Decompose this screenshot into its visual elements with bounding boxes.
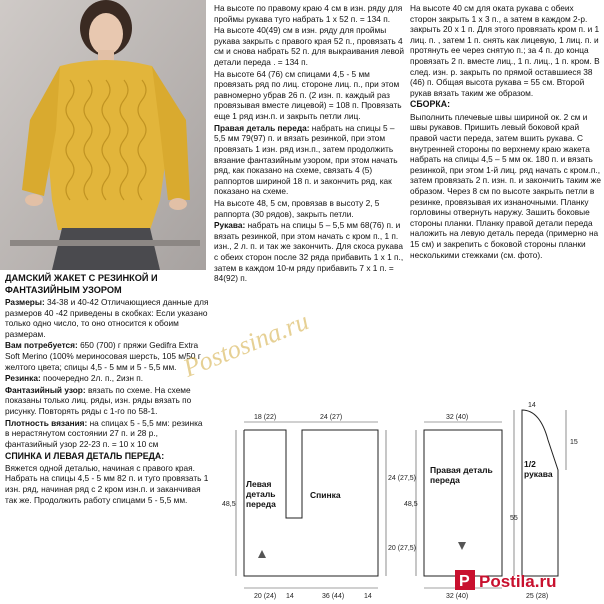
paragraph: Выполнить плечевые швы шириной ок. 2 см и швы рукавов. Пришить левый боковой край правой части переда, затем вшить рукава. С внутренней стороны по верхнему краю жакета набрать на спицы 4,5 – 5 мм ок. 180 п. и вязать резинкой, при этом 1-й лиц. ряд начать с кром.п., затем провязать 2 п. изн. п. и закончить таким же образом. Через 8 см по высоте закрыть петли в резинке, провязывая их изнаночными. Планку горловины отвернуть наружу. Зашить боковые стороны планки. Планку правой детали переда наложить на левую деталь переда (примерно на 15 см) и закрепить с боковой стороны планки несколькими стежками (см. фото). xyxy=(410,111,601,260)
paragraph: На высоте 40 см для оката рукава с обеих сторон закрыть 1 х 3 п., а затем в каждом 2-р. закрыть 20 х 1 п. Для этого провязать кром п. и 1 лиц. п. , затем 1 п. снять как лицевую, 1 лиц. п. и протянуть ее через снятую п.; за 4 п. до конца провязать 2 п. вместе лиц., 1 п. лиц., 1 п. кром. В след. изн. р. закрыть по прямой оставшиеся 38 (46) п. Общая высота рукава = 55 см. Второй рукав вязать таким же образом. xyxy=(410,3,600,98)
sleeves-text: набрать на спицы 5 – 5,5 мм 68(76) п. и вязать резинкой, при этом начать с кром п., 1 п. изн., 2 л. п. и так же закончить. Для скоса рукава с обеих сторон после 32 ряда прибавить 1 х 1 п., затем в каждом 10-м ряду прибавить 7 х 1 п. = 84(92) п. xyxy=(214,220,404,284)
model-photo xyxy=(0,0,206,270)
sleeve-bottom: 25 (28) xyxy=(526,593,549,600)
back-section-text: Вяжется одной деталью, начиная с правого края. Набрать на спицы 4,5 - 5 мм 82 п. и туго провязать 1 изн. ряд, начиная ряд с 2 кром изн.п. и заканчивая так же. Продолжить работу спицами 5 - 5,5 мм. xyxy=(5,462,209,505)
materials-label: Вам потребуется: xyxy=(5,340,78,351)
paragraph: На высоте по правому краю 4 см в изн. ряду для проймы рукава туго набрать 1 х 52 п. = 134 п. xyxy=(214,3,403,24)
column-left xyxy=(5,273,209,506)
svg-text:P: P xyxy=(459,573,470,590)
label-back: Спинка xyxy=(310,490,341,500)
height-right: 48,5 xyxy=(404,501,418,508)
column-middle xyxy=(214,3,408,285)
label-right-front: Правая деталь переда xyxy=(430,466,493,485)
pattern-title: ДАМСКИЙ ЖАКЕТ С РЕЗИНКОЙ И ФАНТАЗИЙНЫМ УЗОРОМ xyxy=(5,273,158,295)
watermark: Postosina.ru xyxy=(179,306,313,383)
postila-logo xyxy=(455,566,595,594)
height-sleeve-cap: 15 xyxy=(570,439,578,446)
logo-text: Postila.ru xyxy=(479,572,557,591)
sleeve-top: 14 xyxy=(528,402,536,409)
right-front-label: Правая деталь переда: xyxy=(214,122,310,133)
gauge-label: Плотность вязания: xyxy=(5,417,88,428)
fancy-text: вязать по схеме. На схеме показаны только лиц. ряды, изн. ряды вязать по рисунку. Повторять ряды с 1-го по 58-1. xyxy=(5,384,192,417)
height-left: 48,5 xyxy=(222,501,236,508)
paragraph: На высоте 64 (76) см спицами 4,5 - 5 мм провязать ряд по лиц. стороне лиц. п., при этом равномерно убрав 26 п. (2 изн. п. каждый раз провязывая вместе лицевой) = 108 п. Провязать еще 1 ряд изн.п. и закрыть петли лиц. xyxy=(214,68,402,122)
dim-top-mid: 24 (27) xyxy=(320,414,343,421)
dim-right-bottom: 32 (40) xyxy=(446,593,469,600)
dim-bottom-mid: 36 (44) xyxy=(322,593,345,600)
sizes-text: 34-38 и 40-42 Отличающиеся данные для размеров 40 -42 приведены в скобках: Если указано только одно число, то оно относится к обоим размерам. xyxy=(5,297,209,339)
label-left-front: Левая деталь переда xyxy=(246,480,276,509)
rib-text: поочередно 2л. п., 2изн п. xyxy=(40,373,144,384)
rib-label: Резинка: xyxy=(5,373,41,384)
sleeves-label: Рукава: xyxy=(214,220,246,231)
dim-bottom-a: 14 xyxy=(286,593,294,600)
dim-right-top: 32 (40) xyxy=(446,414,469,421)
dim-bottom-b: 14 xyxy=(364,593,372,600)
height-sleeve: 55 xyxy=(510,515,518,522)
height-mid1: 24 (27,5) xyxy=(388,475,417,482)
dim-top-left: 18 (22) xyxy=(254,414,277,421)
paragraph: На высоте 48, 5 см, провязав в высоту 2, 5 раппорта (30 рядов), закрыть петли. xyxy=(214,197,380,219)
paragraph: На высоте 40(49) см в изн. ряду для проймы рукава закрыть с правого края 52 п., провязать 4 см и снова набрать 52 п. для выкраивания левой детали переда . = 134 п. xyxy=(214,25,405,68)
label-sleeve: 1/2 рукава xyxy=(524,460,553,479)
back-section-title: СПИНКА И ЛЕВАЯ ДЕТАЛЬ ПЕРЕДА: xyxy=(5,450,165,461)
gauge-text: на спицах 5 - 5,5 мм: резинка в нерастянутом состоянии 27 п. и 28 р., фантазийный узор 22-23 п. = 10 х 10 см xyxy=(5,417,203,449)
sizes-label: Размеры: xyxy=(5,297,45,307)
right-front-text: набрать на спицы 5 – 5,5 мм 79(97) п. и вязать резинкой, при этом провязать 1 изн. ряд изн.п., затем продолжить вязание фантазийным узором, при этом начать ряд, как показано на схеме, связать 4 (5) раппортов шириной 18 п. и закончить ряд, как показано на схеме. xyxy=(214,122,398,197)
column-right xyxy=(410,3,602,261)
height-mid2: 20 (27,5) xyxy=(388,545,417,552)
materials-text: 650 (700) г пряжи Gedifra Extra Soft Merino (100% мериносовая шерсть, 105 м/50 г желтого цвета; спицы 4,5 - 5 мм и 5 - 5,5 мм. xyxy=(5,340,201,372)
assembly-title: СБОРКА: xyxy=(410,99,451,110)
dim-bottom-left: 20 (24) xyxy=(254,593,277,600)
fancy-label: Фантазийный узор: xyxy=(5,384,86,395)
